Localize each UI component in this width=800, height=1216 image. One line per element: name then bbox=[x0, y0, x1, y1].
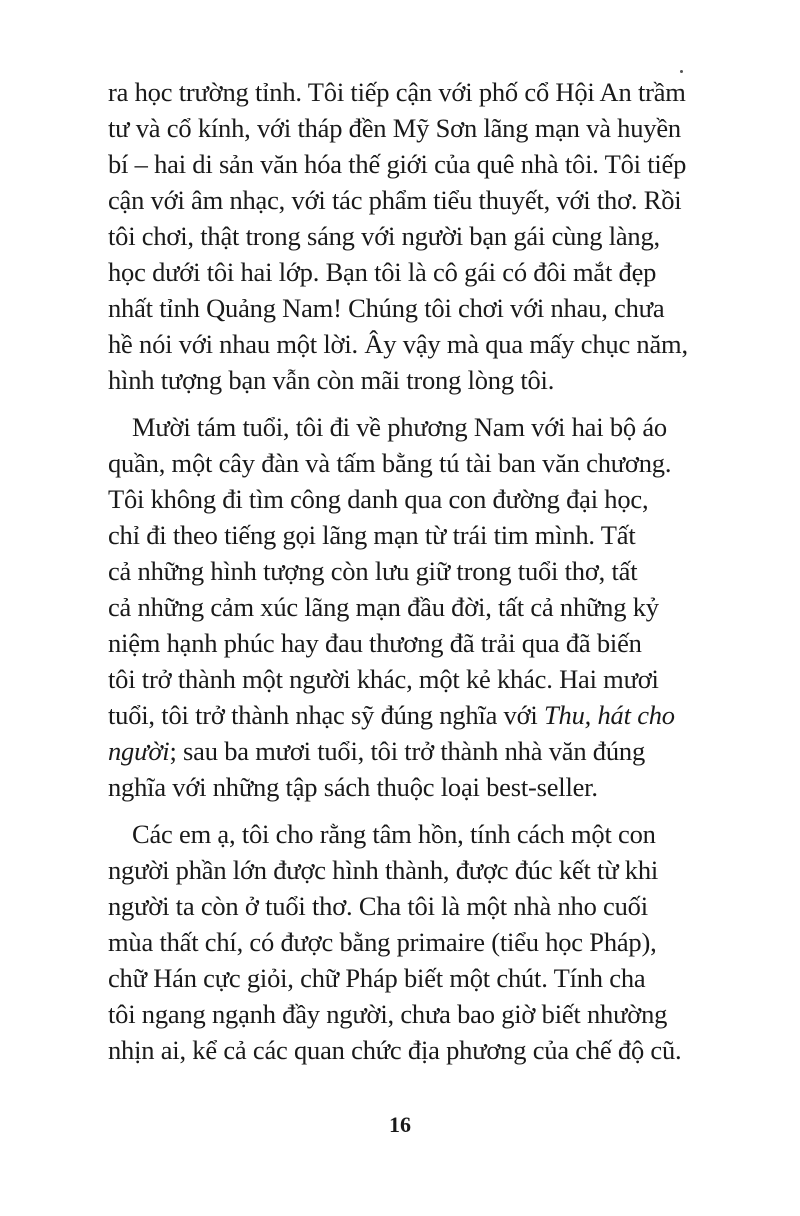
text-line bbox=[108, 517, 708, 553]
text-segment: ra học trường tỉnh. Tôi tiếp cận với phố cổ Hội An trầm bbox=[108, 77, 686, 107]
text-segment: tuổi, tôi trở thành nhạc sỹ đúng nghĩa với bbox=[108, 700, 545, 730]
text-line bbox=[108, 625, 708, 661]
text-segment: nghĩa với những tập sách thuộc loại best-seller. bbox=[108, 772, 598, 802]
paragraph bbox=[108, 409, 708, 805]
text-segment: tôi trở thành một người khác, một kẻ khác. Hai mươi bbox=[108, 664, 659, 694]
text-segment: Các em ạ, tôi cho rằng tâm hồn, tính cách một con bbox=[132, 819, 656, 849]
text-line bbox=[108, 182, 708, 218]
paragraph-gap bbox=[108, 805, 708, 816]
text-segment: tôi ngang ngạnh đầy người, chưa bao giờ biết nhường bbox=[108, 999, 668, 1029]
text-line bbox=[108, 254, 708, 290]
text-segment: nhất tỉnh Quảng Nam! Chúng tôi chơi với nhau, chưa bbox=[108, 293, 665, 323]
italic-text-segment: Thu, hát cho bbox=[544, 700, 675, 730]
paragraph-gap bbox=[108, 398, 708, 409]
text-line bbox=[108, 661, 708, 697]
text-line bbox=[108, 996, 708, 1032]
text-line bbox=[108, 733, 708, 769]
text-line bbox=[108, 409, 708, 445]
text-line bbox=[108, 218, 708, 254]
text-line bbox=[108, 769, 708, 805]
text-segment: Tôi không đi tìm công danh qua con đường đại học, bbox=[108, 484, 649, 514]
text-segment: Mười tám tuổi, tôi đi về phương Nam với hai bộ áo bbox=[132, 412, 667, 442]
text-segment: niệm hạnh phúc hay đau thương đã trải qua đã biến bbox=[108, 628, 642, 658]
text-segment: học dưới tôi hai lớp. Bạn tôi là cô gái có đôi mắt đẹp bbox=[108, 257, 657, 287]
text-line bbox=[108, 290, 708, 326]
body-text bbox=[108, 74, 708, 1068]
ink-speck bbox=[680, 70, 683, 73]
text-line bbox=[108, 553, 708, 589]
paragraph bbox=[108, 74, 708, 398]
text-segment: chỉ đi theo tiếng gọi lãng mạn từ trái tim mình. Tất bbox=[108, 520, 636, 550]
text-line bbox=[108, 146, 708, 182]
text-line bbox=[108, 589, 708, 625]
text-segment: bí – hai di sản văn hóa thế giới của quê nhà tôi. Tôi tiếp bbox=[108, 149, 687, 179]
text-line bbox=[108, 924, 708, 960]
text-line bbox=[108, 445, 708, 481]
text-segment: hề nói với nhau một lời. Ây vậy mà qua mấy chục năm, bbox=[108, 329, 688, 359]
text-line bbox=[108, 74, 708, 110]
text-segment: tôi chơi, thật trong sáng với người bạn gái cùng làng, bbox=[108, 221, 660, 251]
page-number: 16 bbox=[389, 1112, 411, 1137]
text-line bbox=[108, 816, 708, 852]
text-segment: cận với âm nhạc, với tác phẩm tiểu thuyết, với thơ. Rồi bbox=[108, 185, 682, 215]
text-line bbox=[108, 110, 708, 146]
text-segment: tư và cổ kính, với tháp đền Mỹ Sơn lãng mạn và huyền bbox=[108, 113, 681, 143]
text-segment: chữ Hán cực giỏi, chữ Pháp biết một chút. Tính cha bbox=[108, 963, 646, 993]
text-segment: hình tượng bạn vẫn còn mãi trong lòng tôi. bbox=[108, 365, 555, 395]
text-segment: cả những cảm xúc lãng mạn đầu đời, tất cả những kỷ bbox=[108, 592, 659, 622]
text-segment: người ta còn ở tuổi thơ. Cha tôi là một nhà nho cuối bbox=[108, 891, 648, 921]
text-segment: người phần lớn được hình thành, được đúc kết từ khi bbox=[108, 855, 659, 885]
text-line bbox=[108, 960, 708, 996]
text-line bbox=[108, 326, 708, 362]
text-segment: quần, một cây đàn và tấm bằng tú tài ban văn chương. bbox=[108, 448, 672, 478]
text-line bbox=[108, 362, 708, 398]
text-segment: cả những hình tượng còn lưu giữ trong tuổi thơ, tất bbox=[108, 556, 638, 586]
text-segment: mùa thất chí, có được bằng primaire (tiểu học Pháp), bbox=[108, 927, 657, 957]
text-line bbox=[108, 697, 708, 733]
italic-text-segment: người bbox=[108, 736, 170, 766]
text-line bbox=[108, 481, 708, 517]
text-segment: nhịn ai, kể cả các quan chức địa phương của chế độ cũ. bbox=[108, 1035, 682, 1065]
text-line bbox=[108, 888, 708, 924]
paragraph bbox=[108, 816, 708, 1068]
text-line bbox=[108, 852, 708, 888]
text-line bbox=[108, 1032, 708, 1068]
text-segment: ; sau ba mươi tuổi, tôi trở thành nhà văn đúng bbox=[169, 736, 645, 766]
